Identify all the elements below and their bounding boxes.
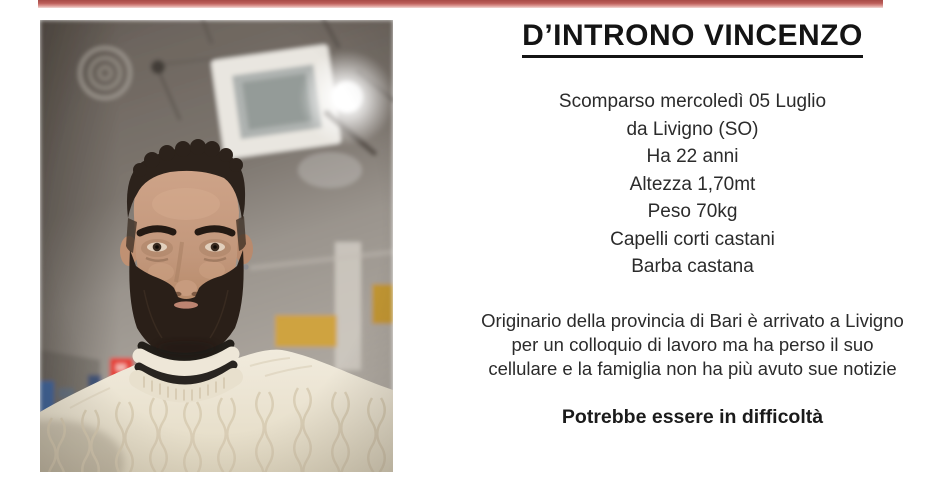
detail-line: da Livigno (SO) — [626, 118, 759, 140]
details-block — [440, 88, 945, 281]
detail-line: Ha 22 anni — [646, 146, 739, 167]
poster-title: D’INTRONO VINCENZO — [440, 19, 945, 53]
detail-line: Barba castana — [631, 256, 754, 277]
detail-line: Altezza 1,70mt — [629, 173, 756, 195]
missing-person-photo — [40, 20, 393, 472]
description-line: cellulare e la famiglia non ha più avuto sue notizie — [488, 358, 897, 379]
detail-line: Scomparso mercoledì 05 Luglio — [558, 91, 827, 112]
poster-text-column — [440, 0, 945, 500]
detail-line: Capelli corti castani — [610, 228, 775, 250]
description-block — [440, 309, 945, 381]
closing-note: Potrebbe essere in difficoltà — [561, 406, 824, 428]
description-line: per un colloquio di lavoro ma ha perso il suo — [511, 334, 874, 355]
description-line: Originario della provincia di Bari è arrivato a Livigno — [481, 310, 904, 331]
detail-line: Peso 70kg — [647, 201, 738, 222]
